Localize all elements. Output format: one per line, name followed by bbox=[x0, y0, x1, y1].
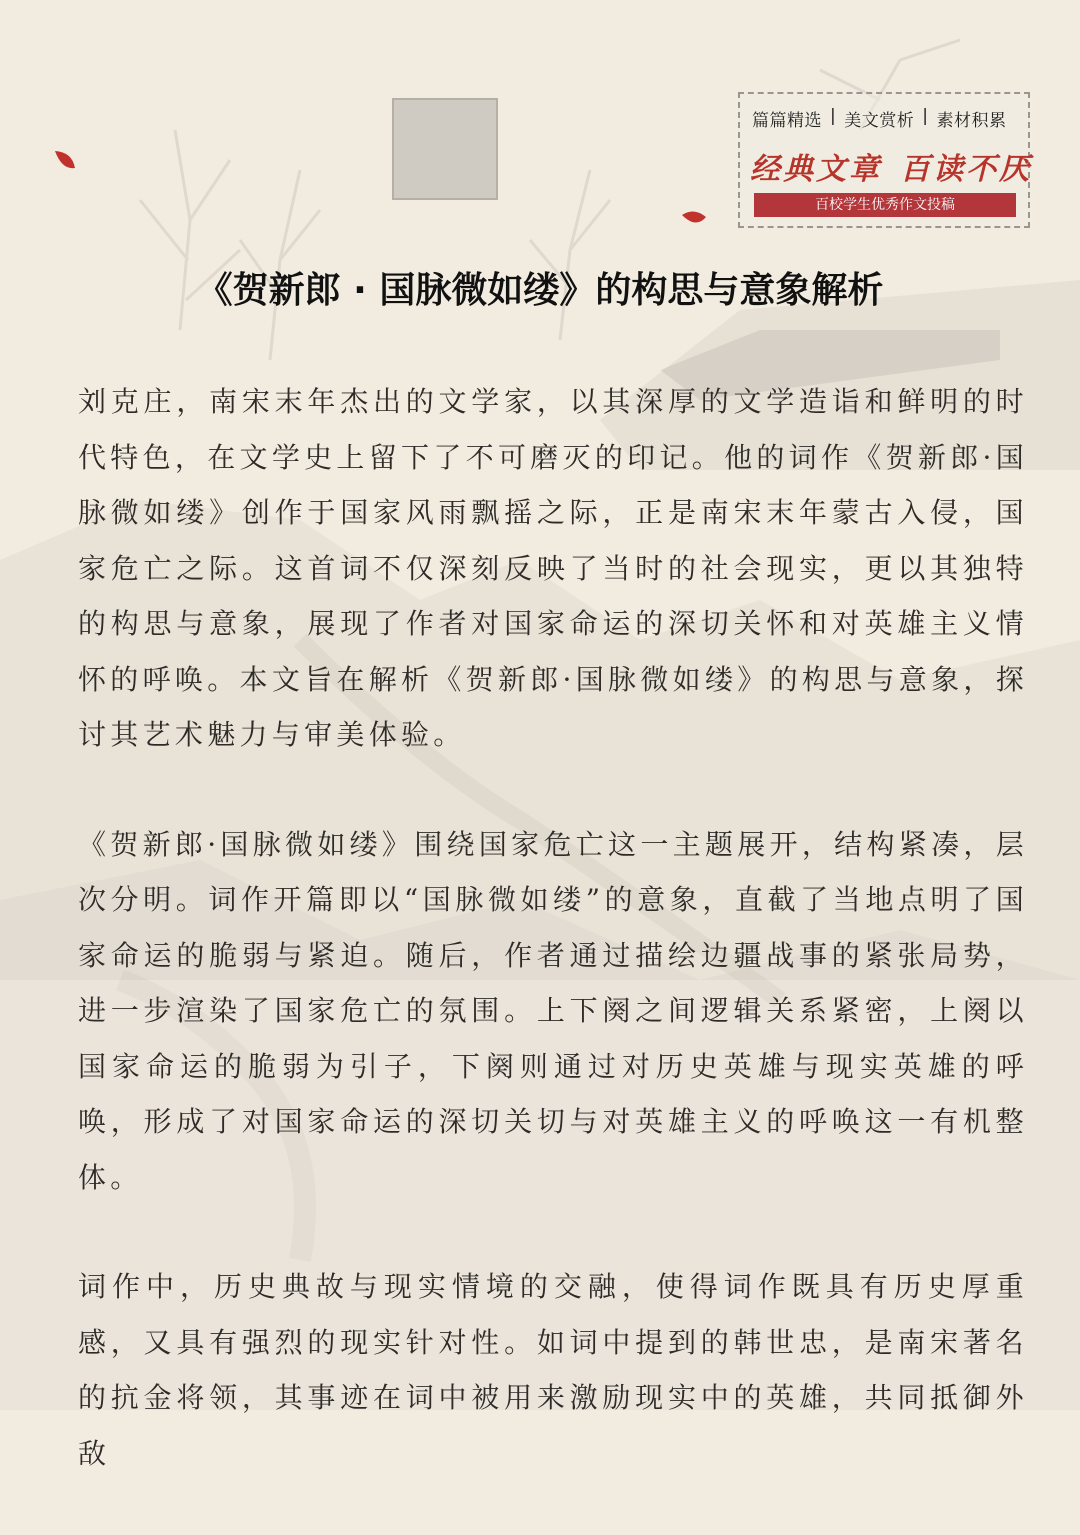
badge-slogan bbox=[750, 144, 1032, 188]
badge-tags bbox=[752, 106, 1024, 131]
article-title: 《贺新郎 · 国脉微如缕》的构思与意象解析 bbox=[196, 270, 884, 311]
badge-slogan-right: 百读不厌 bbox=[900, 152, 1032, 187]
paragraph-allusion: 词作中，历史典故与现实情境的交融，使得词作既具有历史厚重感，又具有强烈的现实针对性。如词中提到的韩世忠，是南宋著名的抗金将领，其事迹在词中被用来激励现实中的英雄，共同抵御外敌 bbox=[78, 1270, 1028, 1470]
red-petal-right bbox=[680, 207, 708, 229]
badge-slogan-left: 经典文章 bbox=[750, 152, 882, 187]
badge-tag-appreciation: 美文赏析 bbox=[844, 111, 915, 131]
paragraph-intro: 刘克庄，南宋末年杰出的文学家，以其深厚的文学造诣和鲜明的时代特色，在文学史上留下了不可磨灭的印记。他的词作《贺新郎·国脉微如缕》创作于国家风雨飘摇之际，正是南宋末年蒙古入侵，国家危亡之际。这首词不仅深刻反映了当时的社会现实，更以其独特的构思与意象，展现了作者对国家命运的深切关怀和对英雄主义情怀的呼唤。本文旨在解析《贺新郎·国脉微如缕》的构思与意象，探讨其艺术魅力与审美体验。 bbox=[78, 385, 1028, 751]
badge-separator: | bbox=[830, 106, 837, 126]
badge-subtitle-bar: 百校学生优秀作文投稿 bbox=[754, 193, 1016, 217]
badge-separator: | bbox=[922, 106, 929, 126]
article-body bbox=[78, 374, 1028, 1535]
red-petal-left bbox=[52, 148, 78, 174]
paragraph-structure: 《贺新郎·国脉微如缕》围绕国家危亡这一主题展开，结构紧凑，层次分明。词作开篇即以“国脉微如缕”的意象，直截了当地点明了国家命运的脆弱与紧迫。随后，作者通过描绘边疆战事的紧张局势，进一步渲染了国家危亡的氛围。上下阕之间逻辑关系紧密，上阕以国家命运的脆弱为引子，下阕则通过对历史英雄与现实英雄的呼唤，形成了对国家命运的深切关切与对英雄主义的呼唤这一有机整体。 bbox=[78, 827, 1028, 1194]
series-badge bbox=[738, 92, 1030, 228]
badge-tag-selected: 篇篇精选 bbox=[752, 111, 822, 131]
seal-stamp bbox=[392, 98, 498, 200]
badge-tag-material: 素材积累 bbox=[936, 111, 1007, 131]
